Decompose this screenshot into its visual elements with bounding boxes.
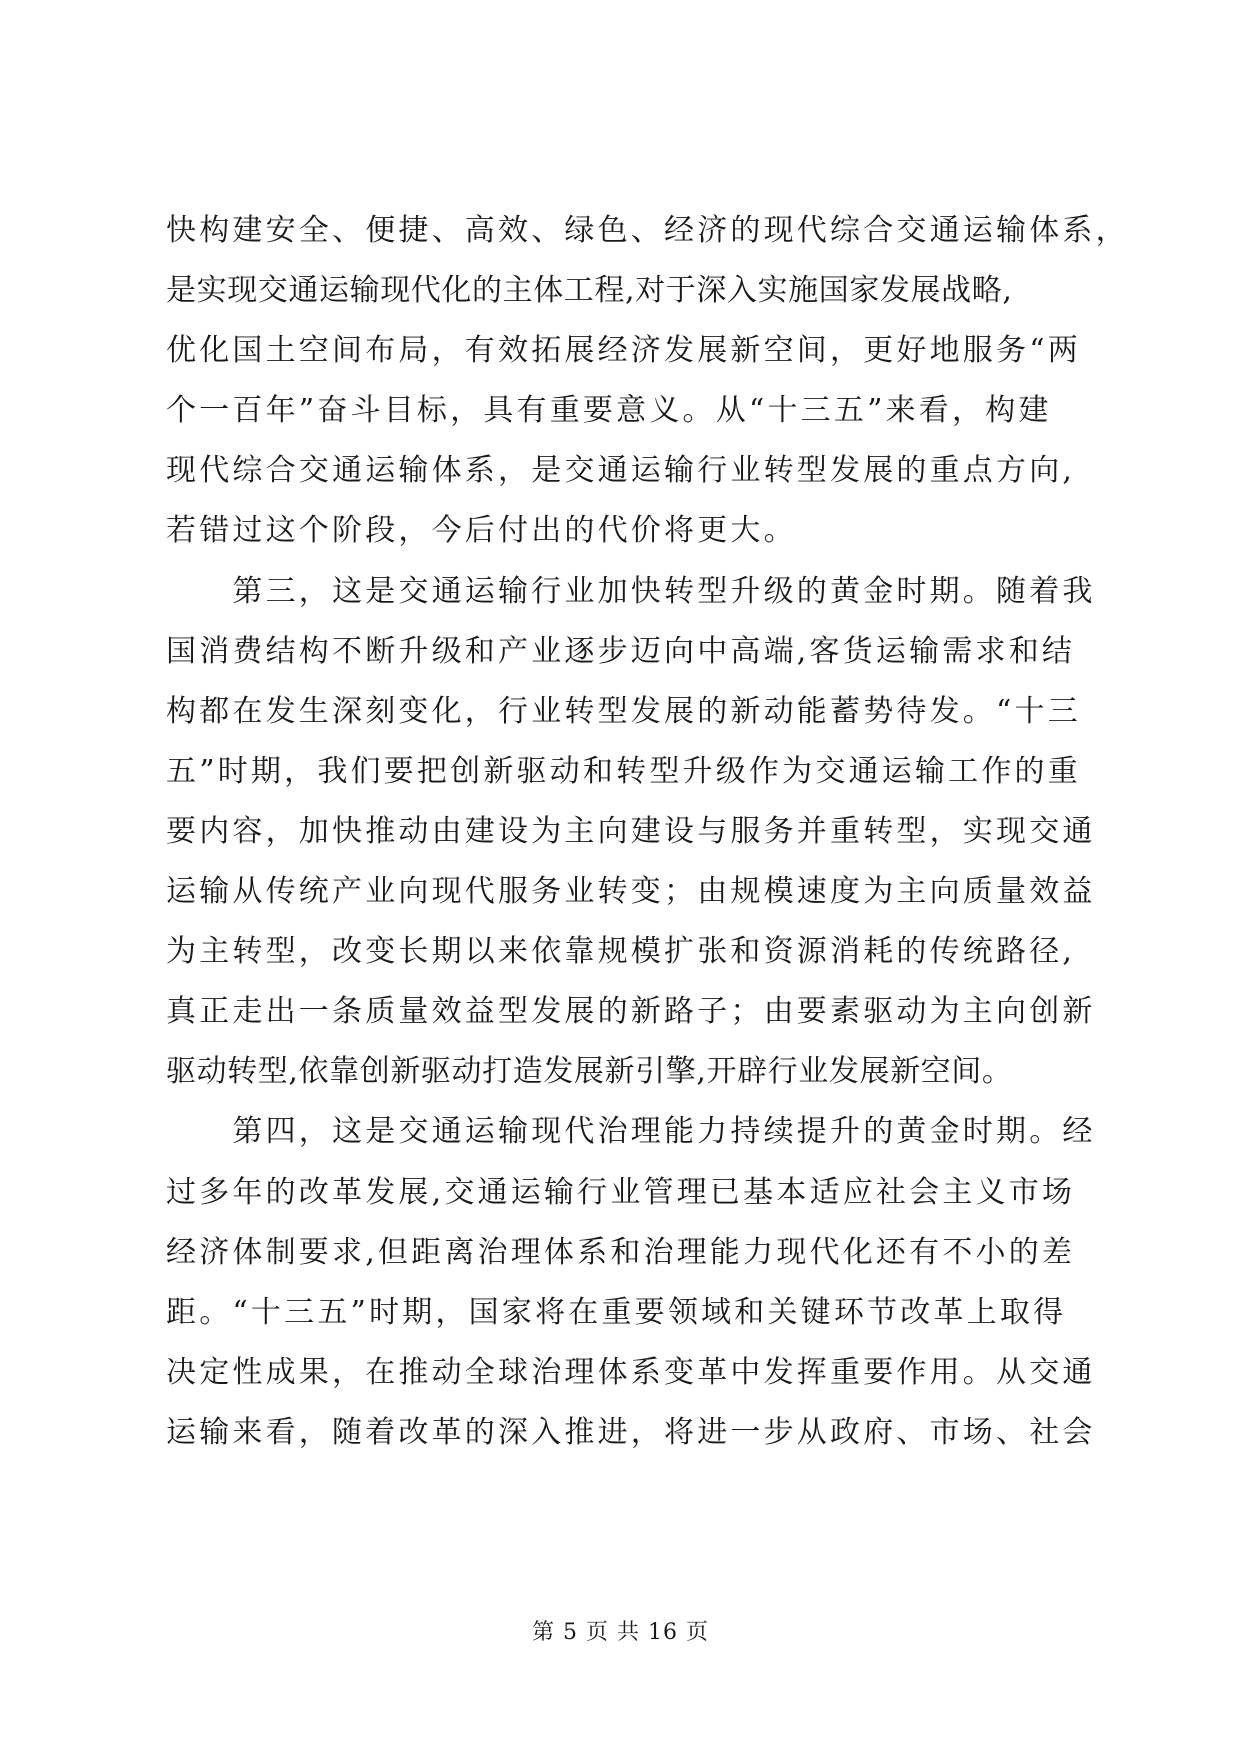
text-line: 个一百年”奋斗目标，具有重要意义。从“十三五”来看，构建	[166, 393, 1052, 429]
text-line: 驱动转型,依靠创新驱动打造发展新引擎,开辟行业发展新空间。	[166, 1054, 1013, 1090]
text-line: 是实现交通运输现代化的主体工程,对于深入实施国家发展战略,	[166, 273, 1013, 309]
text-line: 真正走出一条质量效益型发展的新路子；由要素驱动为主向创新	[166, 994, 1096, 1030]
text-line: 运输从传统产业向现代服务业转变；由规模速度为主向质量效益	[166, 874, 1096, 910]
text-line: 要内容，加快推动由建设为主向建设与服务并重转型，实现交通	[166, 813, 1096, 849]
text-line: 快构建安全、便捷、高效、绿色、经济的现代综合交通运输体系，	[166, 213, 1129, 248]
text-line: 优化国土空间布局，有效拓展经济发展新空间，更好地服务“两	[166, 333, 1081, 369]
text-line: 过多年的改革发展,交通运输行业管理已基本适应社会主义市场	[166, 1174, 1076, 1210]
body-text	[166, 201, 1129, 1463]
text-line: 距。“十三五”时期，国家将在重要领域和关键环节改革上取得	[166, 1294, 1067, 1330]
text-line: 现代综合交通运输体系，是交通运输行业转型发展的重点方向,	[166, 453, 1076, 489]
text-line: 运输来看，随着改革的深入推进，将进一步从政府、市场、社会	[166, 1414, 1096, 1450]
page-number-footer: 第 5 页 共 16 页	[532, 1620, 709, 1645]
text-line: 为主转型，改变长期以来依靠规模扩张和资源消耗的传统路径,	[166, 934, 1076, 970]
text-line: 决定性成果，在推动全球治理体系变革中发挥重要作用。从交通	[166, 1354, 1096, 1390]
text-line: 构都在发生深刻变化，行业转型发展的新动能蓄势待发。“十三	[166, 693, 1081, 729]
paragraph-start-line: 第四，这是交通运输现代治理能力持续提升的黄金时期。经	[166, 1114, 1096, 1150]
text-line: 国消费结构不断升级和产业逐步迈向中高端,客货运输需求和结	[166, 633, 1076, 669]
text-line: 五”时期，我们要把创新驱动和转型升级作为交通运输工作的重	[166, 753, 1081, 789]
paragraph-start-line: 第三，这是交通运输行业加快转型升级的黄金时期。随着我	[166, 573, 1096, 609]
text-line: 经济体制要求,但距离治理体系和治理能力现代化还有不小的差	[166, 1234, 1076, 1270]
text-line: 若错过这个阶段，今后付出的代价将更大。	[166, 513, 797, 549]
